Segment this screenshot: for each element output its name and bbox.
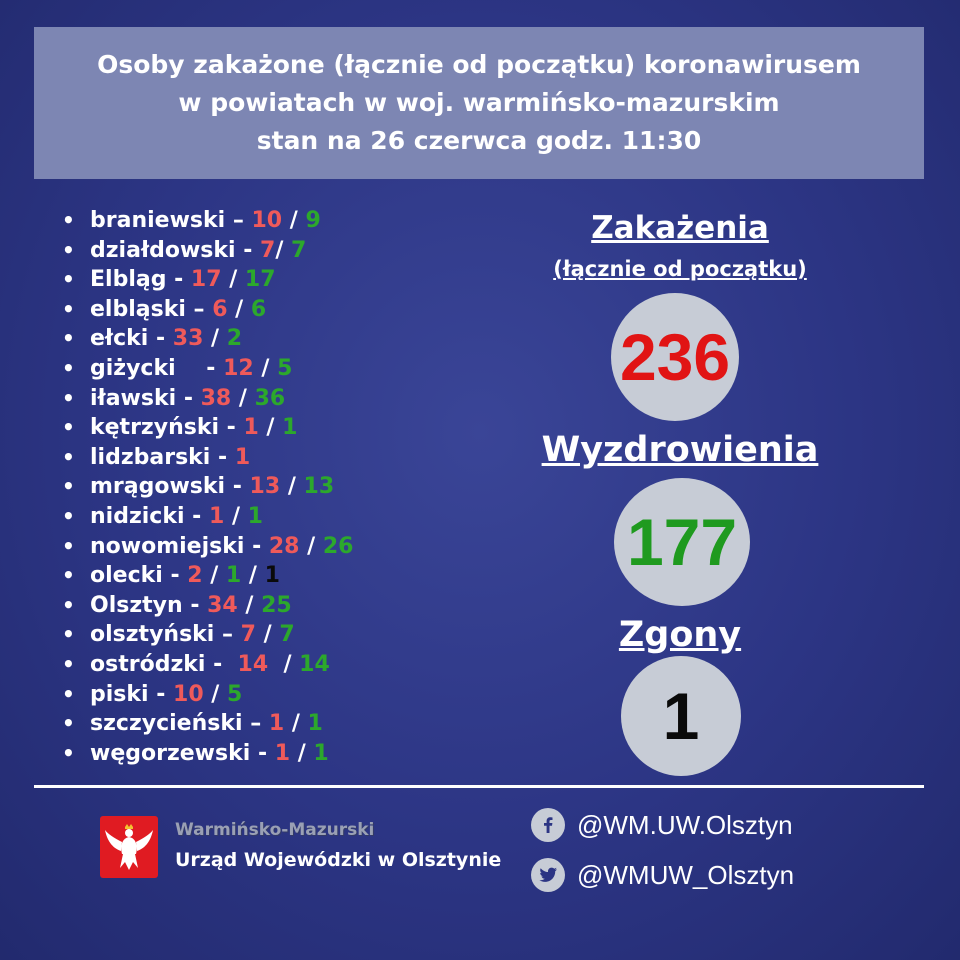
recovered-count: 9 bbox=[305, 208, 321, 233]
district-name: giżycki bbox=[90, 355, 176, 381]
infected-count: 1 bbox=[208, 503, 225, 529]
separator: – bbox=[185, 296, 213, 322]
separator: - bbox=[166, 267, 191, 293]
district-item bbox=[62, 620, 353, 650]
infected-count: 1 bbox=[268, 711, 285, 737]
district-item bbox=[62, 561, 353, 591]
infected-count: 6 bbox=[212, 296, 228, 322]
separator: / bbox=[203, 681, 227, 707]
separator: – bbox=[225, 208, 252, 233]
emblem-eagle-icon bbox=[100, 816, 158, 878]
separator: / bbox=[227, 296, 251, 322]
district-item bbox=[62, 324, 353, 354]
footer-divider bbox=[34, 785, 924, 788]
infections-value: 236 bbox=[611, 293, 739, 421]
separator: - bbox=[148, 681, 174, 707]
district-name: mrągowski bbox=[90, 474, 226, 500]
org-name-line-1: Warmińsko-Mazurski bbox=[175, 820, 375, 840]
separator: / bbox=[202, 563, 226, 589]
district-item bbox=[62, 709, 353, 739]
infected-count: 7 bbox=[260, 237, 276, 263]
separator: / bbox=[253, 355, 278, 381]
recoveries-title: Wyzdrowienia bbox=[541, 430, 819, 470]
infected-count: 7 bbox=[240, 622, 256, 648]
infected-count: 1 bbox=[234, 444, 251, 470]
infections-subtitle: (łącznie od początku) bbox=[553, 257, 807, 281]
recovered-count: 7 bbox=[291, 237, 307, 263]
header-banner bbox=[34, 27, 924, 179]
district-name: węgorzewski bbox=[90, 740, 251, 766]
infected-count: 10 bbox=[251, 208, 283, 233]
separator: / bbox=[299, 533, 323, 559]
infected-count: 14 bbox=[237, 651, 269, 677]
separator: – bbox=[214, 622, 241, 648]
twitter-handle[interactable] bbox=[531, 858, 794, 892]
list-bullet: • bbox=[62, 208, 75, 232]
separator: - bbox=[225, 474, 250, 500]
district-name: nidzicki bbox=[90, 503, 185, 529]
district-name: szczycieński bbox=[90, 711, 243, 737]
list-bullet: • bbox=[62, 563, 75, 588]
list-bullet: • bbox=[62, 740, 75, 765]
district-name: olsztyński bbox=[90, 622, 215, 648]
header-line-3: stan na 26 czerwca godz. 11:30 bbox=[256, 126, 702, 155]
recovered-count: 25 bbox=[261, 592, 292, 618]
list-bullet: • bbox=[62, 267, 75, 292]
list-bullet: • bbox=[62, 326, 75, 351]
district-item bbox=[62, 236, 353, 266]
list-bullet: • bbox=[62, 651, 75, 676]
recovered-count: 26 bbox=[322, 533, 354, 559]
separator: / bbox=[241, 563, 265, 589]
separator: / bbox=[255, 622, 280, 648]
district-name: Elbląg bbox=[90, 267, 167, 293]
separator: - bbox=[210, 444, 235, 470]
district-name: olecki bbox=[90, 563, 163, 589]
district-name: działdowski bbox=[90, 237, 236, 263]
list-bullet: • bbox=[62, 711, 75, 736]
district-name: kętrzyński bbox=[90, 415, 219, 441]
separator: - bbox=[205, 651, 238, 677]
district-name: lidzbarski bbox=[90, 444, 211, 470]
separator: / bbox=[237, 592, 262, 618]
infected-count: 17 bbox=[190, 267, 222, 293]
header-line-1: Osoby zakażone (łącznie od początku) koronawirusem bbox=[97, 50, 861, 79]
recovered-count: 17 bbox=[244, 267, 276, 293]
district-item bbox=[62, 591, 353, 621]
district-item bbox=[62, 265, 353, 295]
district-name: elbląski bbox=[90, 296, 186, 322]
separator: - bbox=[175, 355, 224, 381]
recovered-count: 14 bbox=[299, 651, 330, 677]
separator: / bbox=[203, 326, 227, 352]
infected-count: 10 bbox=[173, 681, 204, 707]
infected-count: 34 bbox=[207, 592, 238, 618]
list-bullet: • bbox=[62, 296, 75, 321]
separator: / bbox=[221, 267, 245, 293]
district-name: piski bbox=[90, 681, 149, 707]
district-name: ostródzki bbox=[90, 651, 206, 677]
recovered-count: 13 bbox=[303, 474, 335, 500]
district-item bbox=[62, 650, 353, 680]
district-item bbox=[62, 384, 353, 414]
separator: / bbox=[290, 740, 314, 766]
twitter-handle-text: @WMUW_Olsztyn bbox=[577, 859, 795, 890]
separator: - bbox=[250, 740, 275, 766]
list-bullet: • bbox=[62, 237, 75, 262]
infected-count: 38 bbox=[200, 385, 232, 411]
list-bullet: • bbox=[62, 444, 75, 469]
list-bullet: • bbox=[62, 385, 75, 410]
separator: / bbox=[268, 651, 300, 677]
facebook-icon bbox=[531, 808, 565, 842]
district-name: Olsztyn bbox=[90, 592, 183, 618]
separator: - bbox=[182, 592, 208, 618]
infected-count: 28 bbox=[268, 533, 300, 559]
recovered-count: 1 bbox=[282, 415, 298, 441]
separator: / bbox=[284, 711, 308, 737]
list-bullet: • bbox=[62, 355, 75, 380]
header-line-2: w powiatach w woj. warmińsko-mazurskim bbox=[178, 88, 780, 117]
org-name-line-2: Urząd Wojewódzki w Olsztynie bbox=[175, 849, 502, 871]
recovered-count: 5 bbox=[227, 681, 243, 707]
infections-title: Zakażenia bbox=[591, 210, 769, 246]
district-name: nowomiejski bbox=[90, 533, 245, 559]
deaths-title: Zgony bbox=[618, 615, 742, 655]
list-bullet: • bbox=[62, 592, 75, 617]
separator: / bbox=[282, 208, 306, 233]
district-item bbox=[62, 295, 353, 325]
list-bullet: • bbox=[62, 681, 75, 706]
infected-count: 33 bbox=[172, 326, 204, 352]
separator: - bbox=[219, 415, 244, 441]
deaths-count: 1 bbox=[264, 563, 280, 589]
list-bullet: • bbox=[62, 474, 75, 499]
recovered-count: 6 bbox=[250, 296, 267, 322]
recovered-count: 36 bbox=[254, 385, 286, 411]
list-bullet: • bbox=[62, 415, 75, 440]
infected-count: 13 bbox=[249, 474, 281, 500]
district-item bbox=[62, 472, 353, 502]
district-item bbox=[62, 502, 353, 532]
facebook-handle[interactable] bbox=[531, 808, 793, 842]
recovered-count: 1 bbox=[307, 711, 323, 737]
infected-count: 12 bbox=[223, 355, 254, 381]
district-item bbox=[62, 532, 353, 562]
district-name: iławski bbox=[90, 385, 177, 411]
infected-count: 1 bbox=[243, 415, 259, 441]
separator: - bbox=[235, 237, 261, 263]
recoveries-value: 177 bbox=[614, 478, 750, 606]
twitter-icon bbox=[531, 858, 565, 892]
recovered-count: 1 bbox=[225, 563, 242, 589]
separator: / bbox=[280, 474, 304, 500]
separator: - bbox=[244, 533, 269, 559]
facebook-handle-text: @WM.UW.Olsztyn bbox=[577, 809, 793, 840]
district-item bbox=[62, 206, 353, 236]
infected-count: 1 bbox=[274, 740, 291, 766]
district-name: ełcki bbox=[90, 326, 149, 352]
separator: - bbox=[162, 563, 188, 589]
recovered-count: 1 bbox=[247, 503, 263, 529]
separator: – bbox=[242, 711, 269, 737]
district-name: braniewski bbox=[90, 208, 226, 233]
separator: / bbox=[258, 415, 283, 441]
district-item bbox=[62, 354, 353, 384]
deaths-value: 1 bbox=[621, 656, 741, 776]
separator: - bbox=[148, 326, 173, 352]
separator: / bbox=[275, 237, 292, 263]
district-item bbox=[62, 413, 353, 443]
district-item bbox=[62, 443, 353, 473]
list-bullet: • bbox=[62, 622, 75, 647]
separator: - bbox=[176, 385, 201, 411]
list-bullet: • bbox=[62, 533, 75, 558]
recovered-count: 5 bbox=[277, 355, 293, 381]
separator: - bbox=[184, 503, 209, 529]
recovered-count: 1 bbox=[313, 740, 329, 766]
recovered-count: 7 bbox=[279, 622, 295, 648]
list-bullet: • bbox=[62, 503, 75, 528]
district-item bbox=[62, 739, 353, 769]
infected-count: 2 bbox=[187, 563, 203, 589]
district-item bbox=[62, 680, 353, 710]
recovered-count: 2 bbox=[226, 326, 243, 352]
separator: / bbox=[231, 385, 255, 411]
separator: / bbox=[224, 503, 248, 529]
district-list bbox=[62, 206, 353, 768]
